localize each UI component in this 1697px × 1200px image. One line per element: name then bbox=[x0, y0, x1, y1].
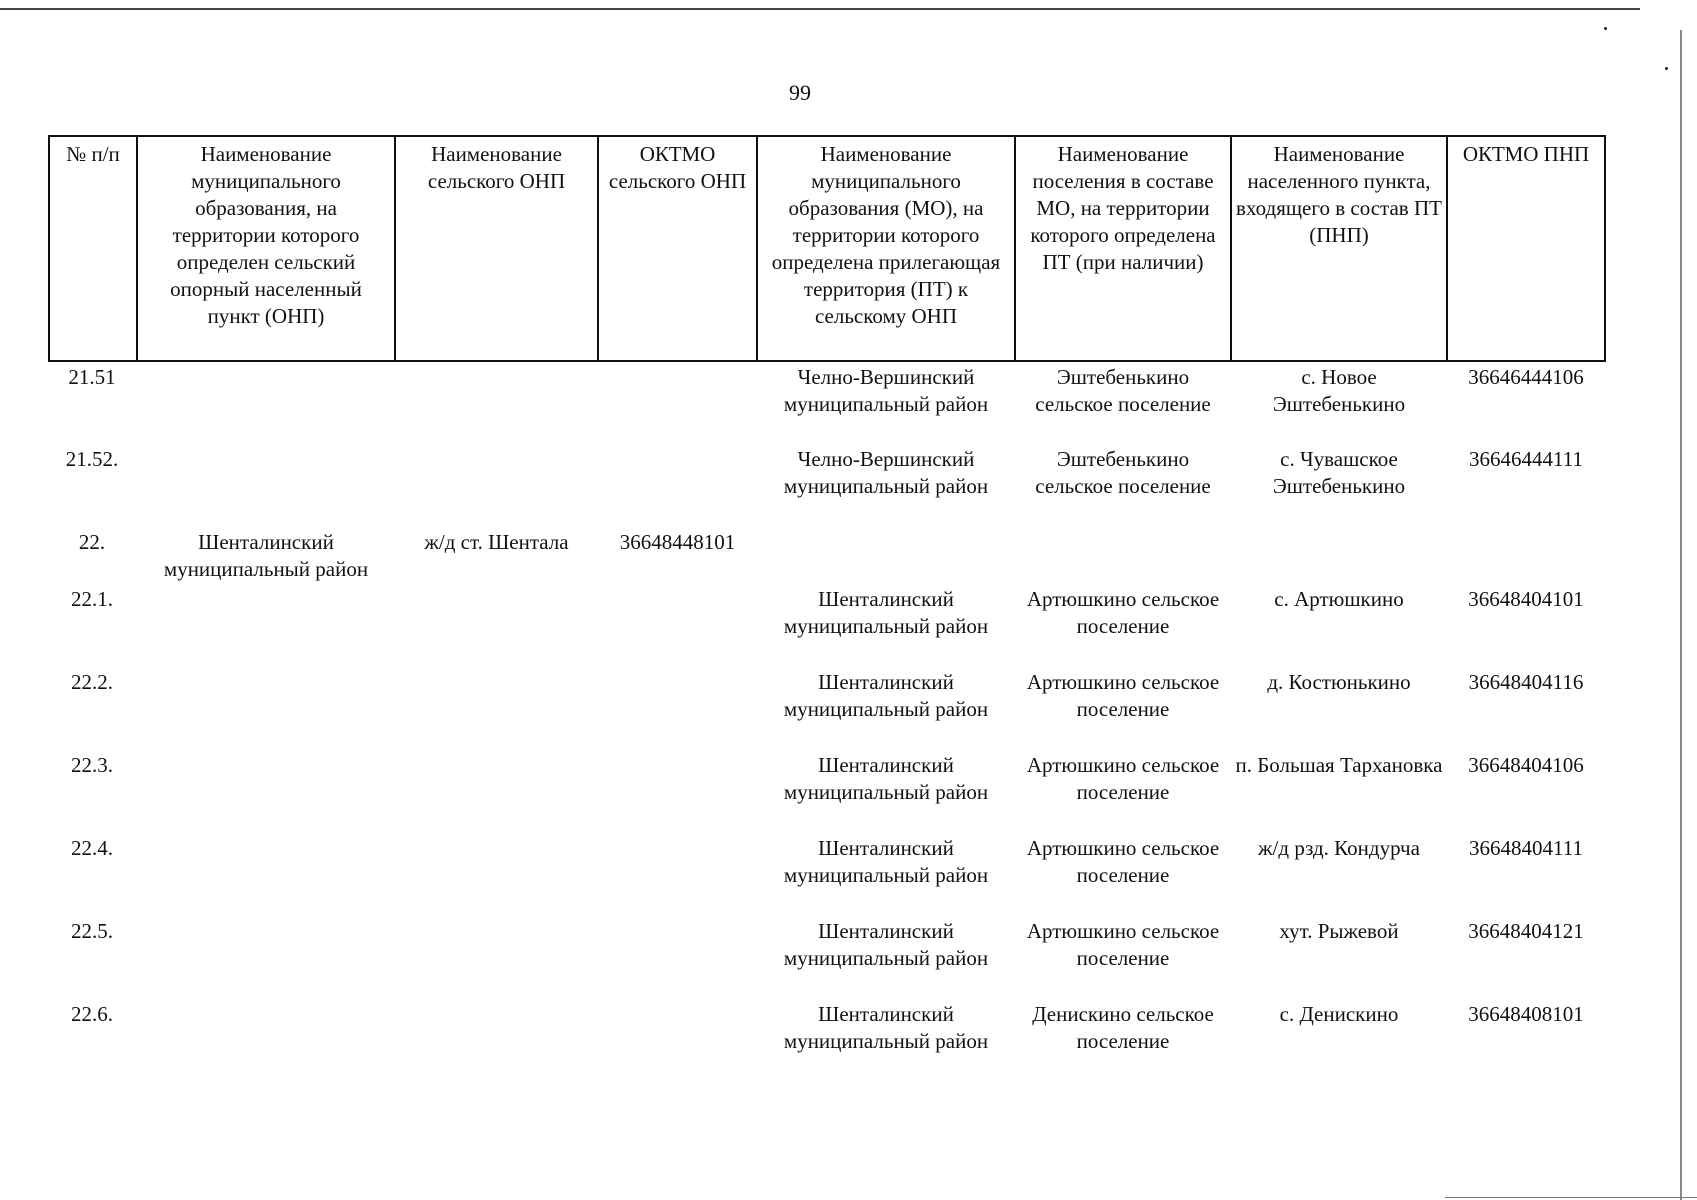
cell-oktmo-onp: 36648448101 bbox=[619, 530, 736, 554]
cell-mo-pt: Челно-Вершинский муниципальный район bbox=[783, 447, 989, 498]
scan-edge-bottom bbox=[1445, 1197, 1697, 1198]
table-row bbox=[49, 667, 1605, 750]
cell-oktmo-pnp: 36646444111 bbox=[1469, 447, 1583, 471]
page-number: 99 bbox=[789, 80, 811, 105]
col-header-oktmo-onp: ОКТМО сельского ОНП bbox=[598, 136, 757, 361]
cell-mo-onp bbox=[137, 833, 395, 916]
cell-mo-onp bbox=[137, 916, 395, 999]
cell-oktmo-pnp: 36646444106 bbox=[1468, 365, 1584, 389]
cell-pnp: с. Денискино bbox=[1279, 1002, 1399, 1026]
cell-onp bbox=[395, 916, 598, 999]
table-row bbox=[49, 527, 1605, 584]
table-row bbox=[49, 999, 1605, 1082]
cell-mo-pt: Шенталинский муниципальный район bbox=[783, 1002, 989, 1053]
cell-oktmo-pnp: 36648404111 bbox=[1469, 836, 1583, 860]
cell-settlement: Артюшкино сельское поселение bbox=[1026, 753, 1220, 804]
table-row bbox=[49, 833, 1605, 916]
cell-mo-pt: Челно-Вершинский муниципальный район bbox=[783, 365, 989, 416]
col-header-mo-onp: Наименование муниципального образования, на территории которого определен сельский опорный населенный пункт (ОНП) bbox=[137, 136, 395, 361]
scan-speck bbox=[1665, 67, 1668, 70]
cell-mo-pt: Шенталинский муниципальный район bbox=[783, 670, 989, 721]
cell-mo-onp bbox=[137, 361, 395, 444]
table-row bbox=[49, 750, 1605, 833]
cell-mo-onp bbox=[137, 444, 395, 527]
cell-settlement: Артюшкино сельское поселение bbox=[1026, 919, 1220, 970]
cell-num: 22.6. bbox=[71, 1002, 113, 1026]
cell-mo-pt bbox=[757, 527, 1015, 584]
cell-oktmo-onp bbox=[598, 916, 757, 999]
col-header-num: № п/п bbox=[49, 136, 137, 361]
table-row bbox=[49, 361, 1605, 444]
cell-oktmo-onp bbox=[598, 999, 757, 1082]
cell-settlement: Артюшкино сельское поселение bbox=[1026, 670, 1220, 721]
cell-settlement: Денискино сельское поселение bbox=[1032, 1002, 1214, 1053]
cell-pnp: д. Костюнькино bbox=[1267, 670, 1411, 694]
cell-num: 21.52. bbox=[65, 447, 119, 471]
cell-pnp: хут. Рыжевой bbox=[1279, 919, 1399, 943]
cell-pnp bbox=[1231, 527, 1447, 584]
cell-oktmo-pnp: 36648404121 bbox=[1468, 919, 1584, 943]
cell-pnp: ж/д рзд. Кондурча bbox=[1258, 836, 1420, 860]
cell-onp bbox=[395, 444, 598, 527]
cell-onp bbox=[395, 667, 598, 750]
scan-edge-top bbox=[0, 8, 1640, 10]
cell-settlement: Артюшкино сельское поселение bbox=[1026, 836, 1220, 887]
cell-onp bbox=[395, 999, 598, 1082]
cell-mo-onp: Шенталинский муниципальный район bbox=[163, 530, 369, 581]
cell-mo-pt: Шенталинский муниципальный район bbox=[783, 587, 989, 638]
cell-oktmo-pnp: 36648404106 bbox=[1468, 753, 1584, 777]
cell-num: 22.2. bbox=[71, 670, 113, 694]
cell-num: 22.5. bbox=[71, 919, 113, 943]
cell-oktmo-onp bbox=[598, 833, 757, 916]
col-header-oktmo-pnp: ОКТМО ПНП bbox=[1447, 136, 1605, 361]
cell-oktmo-pnp: 36648404116 bbox=[1468, 670, 1584, 694]
table-row bbox=[49, 584, 1605, 667]
settlements-table bbox=[48, 135, 1606, 1082]
cell-oktmo-onp bbox=[598, 444, 757, 527]
cell-oktmo-onp bbox=[598, 750, 757, 833]
cell-pnp: с. Новое Эштебенькино bbox=[1272, 365, 1406, 416]
cell-mo-pt: Шенталинский муниципальный район bbox=[783, 919, 989, 970]
cell-oktmo-pnp bbox=[1447, 527, 1605, 584]
col-header-settlement: Наименование поселения в составе МО, на территории которого определена ПТ (при наличии) bbox=[1015, 136, 1231, 361]
cell-num: 22.1. bbox=[71, 587, 113, 611]
cell-num: 22. bbox=[78, 530, 106, 554]
cell-num: 22.4. bbox=[71, 836, 113, 860]
cell-num: 22.3. bbox=[71, 753, 113, 777]
cell-onp bbox=[395, 361, 598, 444]
cell-onp: ж/д ст. Шентала bbox=[424, 530, 569, 554]
cell-settlement: Эштебенькино сельское поселение bbox=[1035, 365, 1211, 416]
cell-settlement: Артюшкино сельское поселение bbox=[1026, 587, 1220, 638]
cell-oktmo-pnp: 36648408101 bbox=[1468, 1002, 1584, 1026]
cell-onp bbox=[395, 584, 598, 667]
scan-speck bbox=[1604, 27, 1607, 30]
cell-num: 21.51 bbox=[68, 365, 116, 389]
cell-oktmo-pnp: 36648404101 bbox=[1468, 587, 1584, 611]
cell-onp bbox=[395, 833, 598, 916]
cell-oktmo-onp bbox=[598, 584, 757, 667]
cell-pnp: с. Чувашское Эштебенькино bbox=[1272, 447, 1406, 498]
col-header-onp: Наименование сельского ОНП bbox=[395, 136, 598, 361]
cell-settlement: Эштебенькино сельское поселение bbox=[1035, 447, 1211, 498]
table-row bbox=[49, 916, 1605, 999]
cell-mo-onp bbox=[137, 667, 395, 750]
col-header-mo-pt: Наименование муниципального образования (МО), на территории которого определена прилегающая территория (ПТ) к сельскому ОНП bbox=[757, 136, 1015, 361]
cell-pnp: п. Большая Тархановка bbox=[1235, 753, 1443, 777]
scan-edge-right bbox=[1680, 30, 1682, 1200]
cell-oktmo-onp bbox=[598, 667, 757, 750]
cell-mo-onp bbox=[137, 999, 395, 1082]
table-header-row bbox=[49, 136, 1605, 361]
cell-onp bbox=[395, 750, 598, 833]
cell-mo-onp bbox=[137, 750, 395, 833]
cell-mo-pt: Шенталинский муниципальный район bbox=[783, 753, 989, 804]
cell-oktmo-onp bbox=[598, 361, 757, 444]
cell-mo-pt: Шенталинский муниципальный район bbox=[783, 836, 989, 887]
cell-mo-onp bbox=[137, 584, 395, 667]
cell-settlement bbox=[1015, 527, 1231, 584]
table-row bbox=[49, 444, 1605, 527]
col-header-pnp: Наименование населенного пункта, входящего в состав ПТ (ПНП) bbox=[1231, 136, 1447, 361]
cell-pnp: с. Артюшкино bbox=[1274, 587, 1404, 611]
